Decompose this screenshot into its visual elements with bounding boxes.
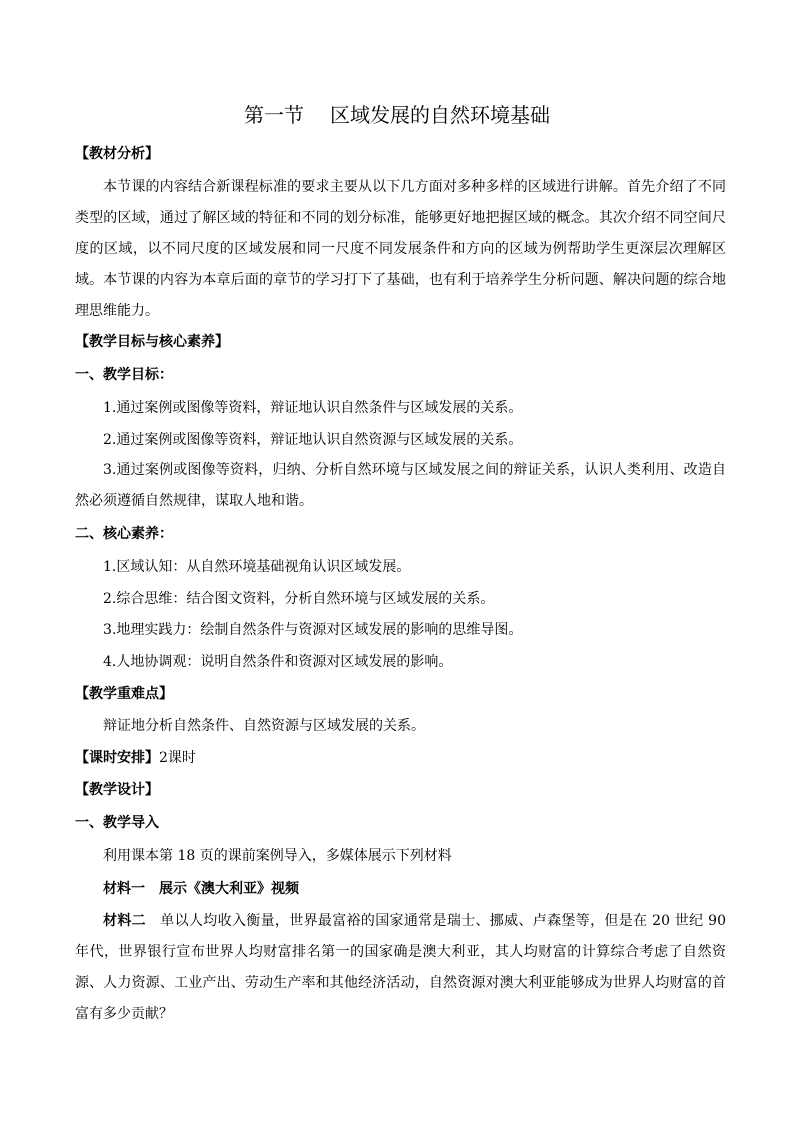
intro-body: 利用课本第 18 页的课前案例导入，多媒体展示下列材料 — [103, 848, 452, 864]
title-name: 区域发展的自然环境基础 — [330, 103, 550, 127]
key-points-body: 辩证地分析自然条件、自然资源与区域发展的关系。 — [103, 718, 425, 734]
material-2-text: 单以人均收入衡量，世界最富裕的国家通常是瑞士、挪威、卢森堡等，但是在 20 世纪 90 年代，世界银行宣布世界人均财富排名第一的国家确是澳大利亚，其人均财富的计算综合考虑了自然资源、人力资源、工业产出、劳动生产率和其他经济活动，自然资源对澳大利亚能够成为世界人均财富的首富有多少贡献？ — [75, 913, 726, 1022]
material-1 — [103, 879, 299, 899]
objective-item: 3.通过案例或图像等资料，归纳、分析自然环境与区域发展之间的辩证关系，认识人类利用、改造自然必须遵循自然规律，谋取人地和谐。 — [75, 462, 726, 509]
schedule-heading: 【课时安排】 — [75, 750, 159, 766]
material-2 — [75, 906, 726, 1030]
literacy-item: 3.地理实践力：绘制自然条件与资源对区域发展的影响的思维导图。 — [103, 622, 523, 638]
key-points-heading: 【教学重难点】 — [75, 686, 173, 702]
schedule-line — [75, 748, 196, 768]
textbook-analysis-body: 本节课的内容结合新课程标准的要求主要从以下几方面对多种多样的区域进行讲解。首先介绍了不同类型的区域，通过了解区域的特征和不同的划分标准，能够更好地把握区域的概念。其次介绍不同空间尺度的区域，以不同尺度的区域发展和同一尺度不同发展条件和方向的区域为例帮助学生更深层次理解区域。本节课的内容为本章后面的章节的学习打下了基础，也有利于培养学生分析问题、解决问题的综合地理思维能力。 — [75, 179, 726, 319]
objectives-heading: 一、教学目标： — [75, 367, 173, 383]
material-2-label: 材料二 — [103, 913, 146, 929]
literacy-heading: 二、核心素养： — [75, 526, 173, 542]
objective-item: 2.通过案例或图像等资料，辩证地认识自然资源与区域发展的关系。 — [103, 432, 523, 448]
literacy-item: 1.区域认知：从自然环境基础视角认识区域发展。 — [103, 559, 411, 575]
literacy-item: 2.综合思维：结合图文资料，分析自然环境与区域发展的关系。 — [103, 591, 495, 607]
material-1-text: 展示《澳大利亚》视频 — [159, 881, 299, 897]
objective-item: 1.通过案例或图像等资料，辩证地认识自然条件与区域发展的关系。 — [103, 400, 523, 416]
schedule-value: 2课时 — [159, 750, 196, 766]
material-1-label: 材料一 — [103, 881, 145, 897]
intro-heading: 一、教学导入 — [75, 815, 159, 831]
title-chapter: 第一节 — [244, 103, 304, 127]
page-title — [0, 100, 794, 130]
design-heading: 【教学设计】 — [75, 782, 159, 798]
goals-heading: 【教学目标与核心素养】 — [75, 334, 229, 350]
literacy-item: 4.人地协调观：说明自然条件和资源对区域发展的影响。 — [103, 654, 453, 670]
textbook-analysis-heading: 【教材分析】 — [75, 146, 159, 162]
